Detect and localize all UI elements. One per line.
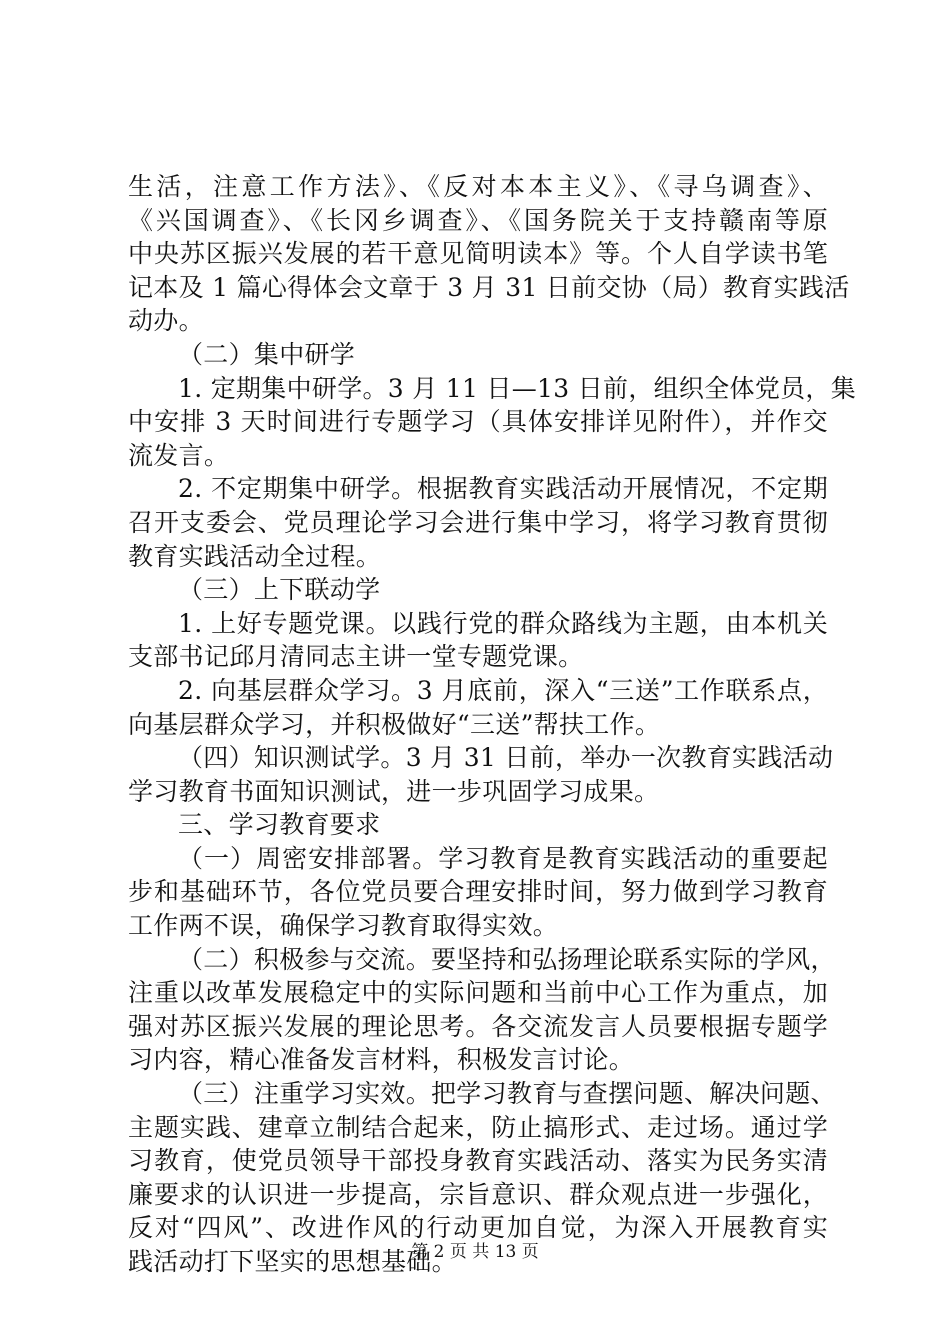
text-line: （二）积极参与交流。要坚持和弘扬理论联系实际的学风，	[178, 944, 836, 974]
text-line: （一）周密安排部署。学习教育是教育实践活动的重要起	[178, 843, 828, 873]
text-line: 步和基础环节，各位党员要合理安排时间，努力做到学习教育	[128, 877, 828, 907]
text-line: 《兴国调查》、《长冈乡调查》、《国务院关于支持赣南等原	[128, 205, 828, 235]
text-line: 教育实践活动全过程。	[128, 541, 382, 571]
text-line: 2. 不定期集中研学。根据教育实践活动开展情况，不定期	[178, 474, 828, 504]
text-line: 反对“四风”、改进作风的行动更加自觉，为深入开展教育实	[128, 1213, 828, 1243]
text-line: 三、学习教育要求	[178, 810, 381, 840]
text-line: 生活，注意工作方法》、《反对本本主义》、《寻乌调查》、	[128, 172, 828, 201]
text-line: （三）注重学习实效。把学习教育与查摆问题、解决问题、	[178, 1079, 836, 1109]
text-line: （四）知识测试学。3 月 31 日前，举办一次教育实践活动	[178, 743, 834, 773]
text-line: （三）上下联动学	[178, 575, 381, 605]
text-line: 1. 定期集中研学。3 月 11 日—13 日前，组织全体党员，集	[178, 373, 857, 403]
text-line: 习教育，使党员领导干部投身教育实践活动、落实为民务实清	[128, 1146, 828, 1176]
text-line: 2. 向基层群众学习。3 月底前，深入“三送”工作联系点，	[178, 675, 828, 705]
text-line: 中央苏区振兴发展的若干意见简明读本》等。个人自学读书笔	[128, 239, 828, 269]
text-line: （二）集中研学	[178, 339, 356, 369]
text-line: 工作两不误，确保学习教育取得实效。	[128, 911, 559, 941]
text-line: 廉要求的认识进一步提高，宗旨意识、群众观点进一步强化，	[128, 1179, 828, 1209]
text-line: 1. 上好专题党课。以践行党的群众路线为主题，由本机关	[178, 608, 828, 638]
document-body	[128, 170, 857, 1279]
text-line: 动办。	[128, 306, 204, 336]
text-line: 学习教育书面知识测试，进一步巩固学习成果。	[128, 776, 660, 806]
text-line: 中安排 3 天时间进行专题学习（具体安排详见附件），并作交	[128, 407, 828, 437]
page-footer: 第 2 页 共 13 页	[411, 1242, 539, 1262]
text-line: 支部书记邱月清同志主讲一堂专题党课。	[128, 642, 584, 672]
text-line: 记本及 1 篇心得体会文章于 3 月 31 日前交协（局）教育实践活	[128, 272, 850, 302]
text-line: 习内容，精心准备发言材料，积极发言讨论。	[128, 1045, 635, 1075]
text-line: 流发言。	[128, 440, 230, 470]
text-line: 向基层群众学习，并积极做好“三送”帮扶工作。	[128, 709, 661, 739]
text-line: 践活动打下坚实的思想基础。	[128, 1247, 457, 1276]
text-line: 强对苏区振兴发展的理论思考。各交流发言人员要根据专题学	[128, 1011, 828, 1041]
text-line: 注重以改革发展稳定中的实际问题和当前中心工作为重点，加	[128, 978, 828, 1008]
text-line: 主题实践、建章立制结合起来，防止搞形式、走过场。通过学	[128, 1112, 828, 1142]
text-line: 召开支委会、党员理论学习会进行集中学习，将学习教育贯彻	[128, 507, 828, 537]
